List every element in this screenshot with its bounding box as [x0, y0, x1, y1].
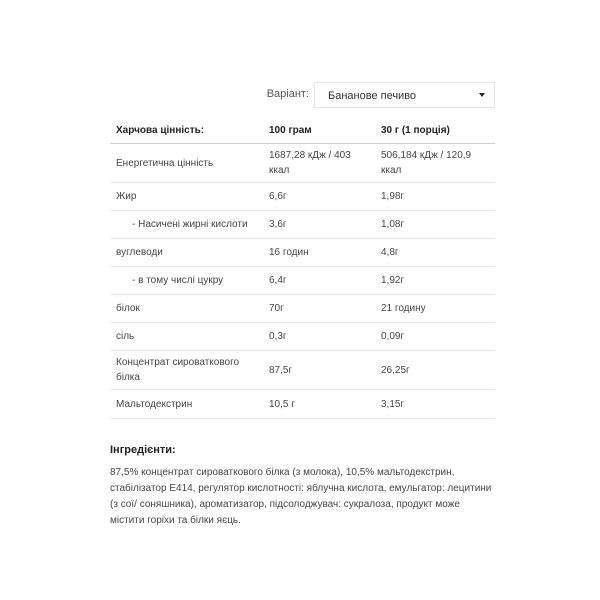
table-row	[110, 239, 495, 267]
nutrient-name: сіль	[110, 323, 263, 351]
nutrient-per-serving: 0,09г	[375, 323, 495, 351]
nutrient-name: білок	[110, 295, 263, 323]
variant-selected-value: Бананове печиво	[328, 90, 417, 102]
nutrient-name: Енергетична цінність	[110, 144, 263, 183]
nutrient-per-100g: 3,6г	[263, 211, 375, 239]
nutrient-per-serving: 26,25г	[375, 351, 495, 390]
ingredients-title: Інгредієнти:	[110, 444, 176, 456]
nutrient-per-100g: 10,5 г	[263, 390, 375, 419]
nutrient-per-serving: 1,92г	[375, 267, 495, 295]
header-per-100g: 100 грам	[263, 117, 375, 144]
nutrient-name: Мальтодекстрин	[110, 390, 263, 419]
nutrient-per-100g: 6,6г	[263, 183, 375, 211]
table-row	[110, 390, 495, 419]
nutrient-name: Жир	[110, 183, 263, 211]
nutrient-name: - Насичені жирні кислоти	[110, 211, 263, 239]
nutrition-header-row	[110, 117, 495, 144]
variant-label: Варіант:	[266, 88, 309, 100]
table-row	[110, 144, 495, 183]
table-row	[110, 323, 495, 351]
nutrient-per-100g: 70г	[263, 295, 375, 323]
nutrient-per-serving: 3,15г	[375, 390, 495, 419]
nutrient-name: вуглеводи	[110, 239, 263, 267]
caret-down-icon	[479, 93, 485, 97]
nutrient-per-100g: 87,5г	[263, 351, 375, 390]
nutrient-per-serving: 21 годину	[375, 295, 495, 323]
ingredients-text: 87,5% концентрат сироваткового білка (з молока), 10,5% мальтодекстрин, стабілізатор Е414, регулятор кислотності: яблучна кислота, емульгатор: лецитини (з сої/ соняшника), ароматизатор, підсолоджувач: сукралоза, продукт може містити горіхи та білки яєць.	[110, 467, 492, 526]
nutrient-name: - в тому числі цукру	[110, 267, 263, 295]
nutrient-name: Концентрат сироваткового білка	[110, 351, 263, 390]
nutrient-per-serving: 4,8г	[375, 239, 495, 267]
variant-row	[0, 82, 600, 108]
nutrient-per-serving: 506,184 кДж / 120,9 ккал	[375, 144, 495, 183]
nutrient-per-100g: 6,4г	[263, 267, 375, 295]
table-row	[110, 295, 495, 323]
nutrient-per-serving: 1,98г	[375, 183, 495, 211]
nutrient-per-100g: 0,3г	[263, 323, 375, 351]
header-nutrition: Харчова цінність:	[110, 117, 263, 144]
table-row	[110, 267, 495, 295]
nutrient-per-100g: 16 годин	[263, 239, 375, 267]
table-row	[110, 183, 495, 211]
variant-select[interactable]	[314, 82, 495, 108]
nutrition-table	[110, 117, 495, 419]
nutrient-per-100g: 1687,28 кДж / 403 ккал	[263, 144, 375, 183]
header-per-serving: 30 г (1 порція)	[375, 117, 495, 144]
table-row	[110, 211, 495, 239]
nutrient-per-serving: 1,08г	[375, 211, 495, 239]
table-row	[110, 351, 495, 390]
